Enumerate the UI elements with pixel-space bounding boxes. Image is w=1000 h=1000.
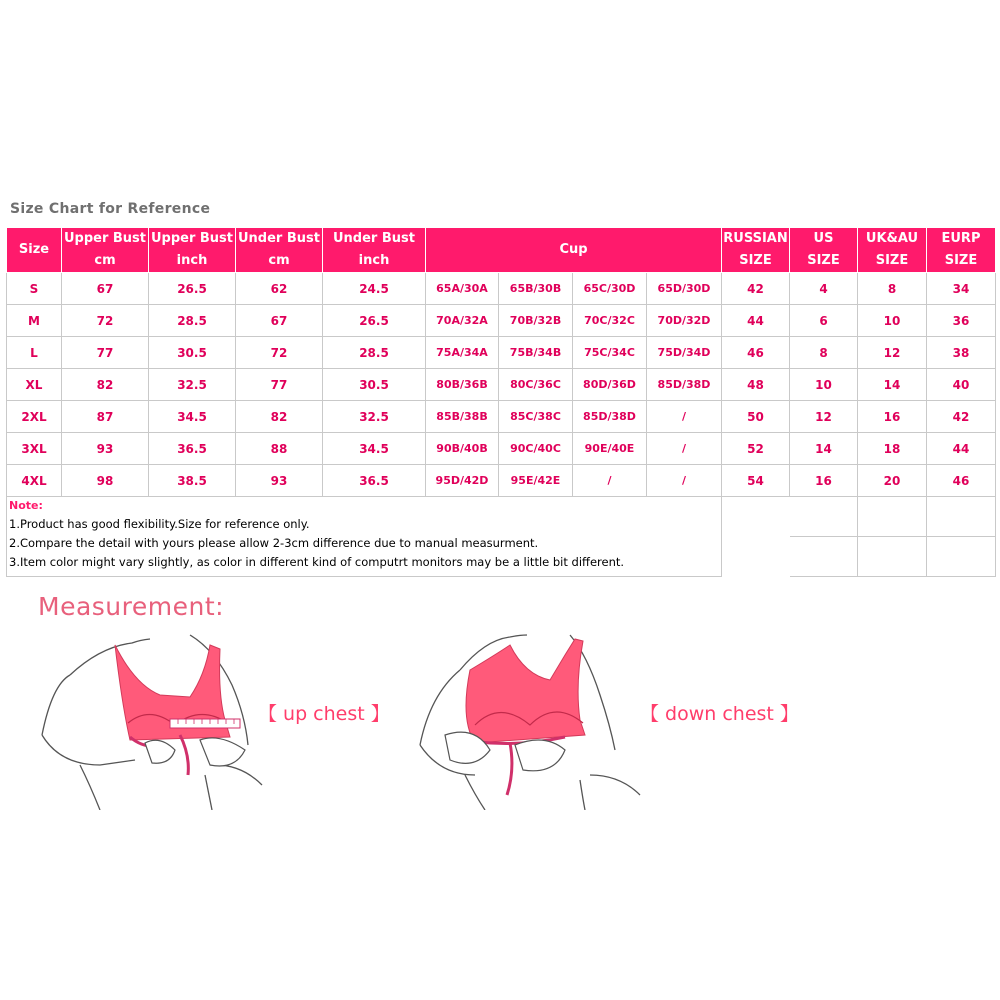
upper-bust-cm-cell: 98 [62, 465, 149, 497]
under-bust-cm-cell: 72 [236, 337, 323, 369]
under-bust-cm-cell: 77 [236, 369, 323, 401]
eurp-size-cell: 40 [927, 369, 996, 401]
russian-size-cell: 50 [722, 401, 790, 433]
table-row [7, 433, 996, 465]
note-row [7, 497, 996, 537]
cup-cell: 90C/40C [499, 433, 573, 465]
bra-shape [466, 639, 585, 743]
cup-cell: 85D/38D [647, 369, 722, 401]
size-chart-title: Size Chart for Reference [10, 201, 211, 217]
eurp-size-cell: 44 [927, 433, 996, 465]
upper-bust-inch-cell: 28.5 [149, 305, 236, 337]
cup-cell: 80D/36D [573, 369, 647, 401]
table-row [7, 273, 996, 305]
header-under-bust-cm: Under Bust cm [236, 228, 323, 273]
header-under-bust-inch: Under Bust inch [323, 228, 426, 273]
us-size-cell: 16 [790, 465, 858, 497]
under-bust-inch-cell: 34.5 [323, 433, 426, 465]
cup-cell: 95D/42D [426, 465, 499, 497]
upper-bust-cm-cell: 82 [62, 369, 149, 401]
upper-bust-cm-cell: 77 [62, 337, 149, 369]
upper-bust-inch-cell: 30.5 [149, 337, 236, 369]
us-size-cell: 4 [790, 273, 858, 305]
us-size-cell: 6 [790, 305, 858, 337]
cup-cell: 85D/38D [573, 401, 647, 433]
eurp-size-cell: 38 [927, 337, 996, 369]
under-bust-cm-cell: 82 [236, 401, 323, 433]
russian-size-cell: 44 [722, 305, 790, 337]
size-cell: XL [7, 369, 62, 401]
header-russian-size: RUSSIAN SIZE [722, 228, 790, 273]
blank-cell [790, 497, 858, 537]
eurp-size-cell: 34 [927, 273, 996, 305]
blank-cell [927, 537, 996, 577]
russian-size-cell: 54 [722, 465, 790, 497]
russian-size-cell: 42 [722, 273, 790, 305]
table-row [7, 337, 996, 369]
cup-cell: 65D/30D [647, 273, 722, 305]
down-chest-label: 【 down chest 】 [640, 703, 799, 725]
upper-bust-inch-cell: 34.5 [149, 401, 236, 433]
ukau-size-cell: 18 [858, 433, 927, 465]
ukau-size-cell: 20 [858, 465, 927, 497]
up-chest-label: 【 up chest 】 [258, 703, 390, 725]
ukau-size-cell: 16 [858, 401, 927, 433]
note-block [7, 497, 722, 577]
upper-bust-cm-cell: 72 [62, 305, 149, 337]
cup-cell: 70A/32A [426, 305, 499, 337]
size-cell: 3XL [7, 433, 62, 465]
blank-cell [790, 537, 858, 577]
header-cup: Cup [426, 228, 722, 273]
note-title: Note: [9, 499, 43, 512]
cup-cell: / [647, 465, 722, 497]
eurp-size-cell: 46 [927, 465, 996, 497]
eurp-size-cell: 36 [927, 305, 996, 337]
table-row [7, 305, 996, 337]
cup-cell: 75C/34C [573, 337, 647, 369]
header-ukau-size: UK&AU SIZE [858, 228, 927, 273]
note-line-1: 1.Product has good flexibility.Size for reference only. [9, 517, 310, 531]
under-bust-inch-cell: 32.5 [323, 401, 426, 433]
under-bust-cm-cell: 88 [236, 433, 323, 465]
cup-cell: 70C/32C [573, 305, 647, 337]
up-chest-illustration [40, 625, 270, 810]
size-cell: M [7, 305, 62, 337]
cup-cell: 65A/30A [426, 273, 499, 305]
us-size-cell: 10 [790, 369, 858, 401]
table-row [7, 465, 996, 497]
down-chest-illustration [415, 625, 645, 810]
cup-cell: 90E/40E [573, 433, 647, 465]
us-size-cell: 12 [790, 401, 858, 433]
ukau-size-cell: 12 [858, 337, 927, 369]
blank-cell [722, 537, 790, 577]
header-size: Size [7, 228, 62, 273]
note-line-2: 2.Compare the detail with yours please allow 2-3cm difference due to manual measurment. [9, 536, 539, 550]
cup-cell: 65B/30B [499, 273, 573, 305]
upper-bust-inch-cell: 36.5 [149, 433, 236, 465]
cup-cell: / [573, 465, 647, 497]
cup-cell: 80C/36C [499, 369, 573, 401]
upper-bust-inch-cell: 26.5 [149, 273, 236, 305]
cup-cell: 65C/30D [573, 273, 647, 305]
table-header-row [7, 228, 996, 273]
cup-cell: 85B/38B [426, 401, 499, 433]
upper-bust-inch-cell: 38.5 [149, 465, 236, 497]
under-bust-inch-cell: 36.5 [323, 465, 426, 497]
size-cell: 4XL [7, 465, 62, 497]
under-bust-inch-cell: 24.5 [323, 273, 426, 305]
cup-cell: 75B/34B [499, 337, 573, 369]
upper-bust-inch-cell: 32.5 [149, 369, 236, 401]
russian-size-cell: 46 [722, 337, 790, 369]
cup-cell: / [647, 401, 722, 433]
size-chart-table [6, 227, 996, 577]
size-cell: S [7, 273, 62, 305]
blank-cell [927, 497, 996, 537]
cup-cell: 95E/42E [499, 465, 573, 497]
header-eurp-size: EURP SIZE [927, 228, 996, 273]
under-bust-cm-cell: 67 [236, 305, 323, 337]
ukau-size-cell: 10 [858, 305, 927, 337]
table-row [7, 401, 996, 433]
cup-cell: 80B/36B [426, 369, 499, 401]
header-us-size: US SIZE [790, 228, 858, 273]
header-upper-bust-cm: Upper Bust cm [62, 228, 149, 273]
us-size-cell: 8 [790, 337, 858, 369]
cup-cell: 75D/34D [647, 337, 722, 369]
russian-size-cell: 52 [722, 433, 790, 465]
size-cell: L [7, 337, 62, 369]
blank-cell [858, 497, 927, 537]
us-size-cell: 14 [790, 433, 858, 465]
table-row [7, 369, 996, 401]
cup-cell: 70B/32B [499, 305, 573, 337]
cup-cell: 90B/40B [426, 433, 499, 465]
size-cell: 2XL [7, 401, 62, 433]
upper-bust-cm-cell: 87 [62, 401, 149, 433]
cup-cell: / [647, 433, 722, 465]
measurement-title: Measurement: [38, 592, 225, 621]
under-bust-inch-cell: 28.5 [323, 337, 426, 369]
upper-bust-cm-cell: 67 [62, 273, 149, 305]
cup-cell: 70D/32D [647, 305, 722, 337]
upper-bust-cm-cell: 93 [62, 433, 149, 465]
under-bust-cm-cell: 62 [236, 273, 323, 305]
ukau-size-cell: 8 [858, 273, 927, 305]
blank-cell [858, 537, 927, 577]
eurp-size-cell: 42 [927, 401, 996, 433]
cup-cell: 85C/38C [499, 401, 573, 433]
cup-cell: 75A/34A [426, 337, 499, 369]
ukau-size-cell: 14 [858, 369, 927, 401]
under-bust-inch-cell: 30.5 [323, 369, 426, 401]
under-bust-cm-cell: 93 [236, 465, 323, 497]
russian-size-cell: 48 [722, 369, 790, 401]
under-bust-inch-cell: 26.5 [323, 305, 426, 337]
header-upper-bust-inch: Upper Bust inch [149, 228, 236, 273]
blank-cell [722, 497, 790, 537]
tape-measure [170, 719, 240, 728]
note-line-3: 3.Item color might vary slightly, as color in different kind of computrt monitors may be a little bit different. [9, 555, 625, 569]
